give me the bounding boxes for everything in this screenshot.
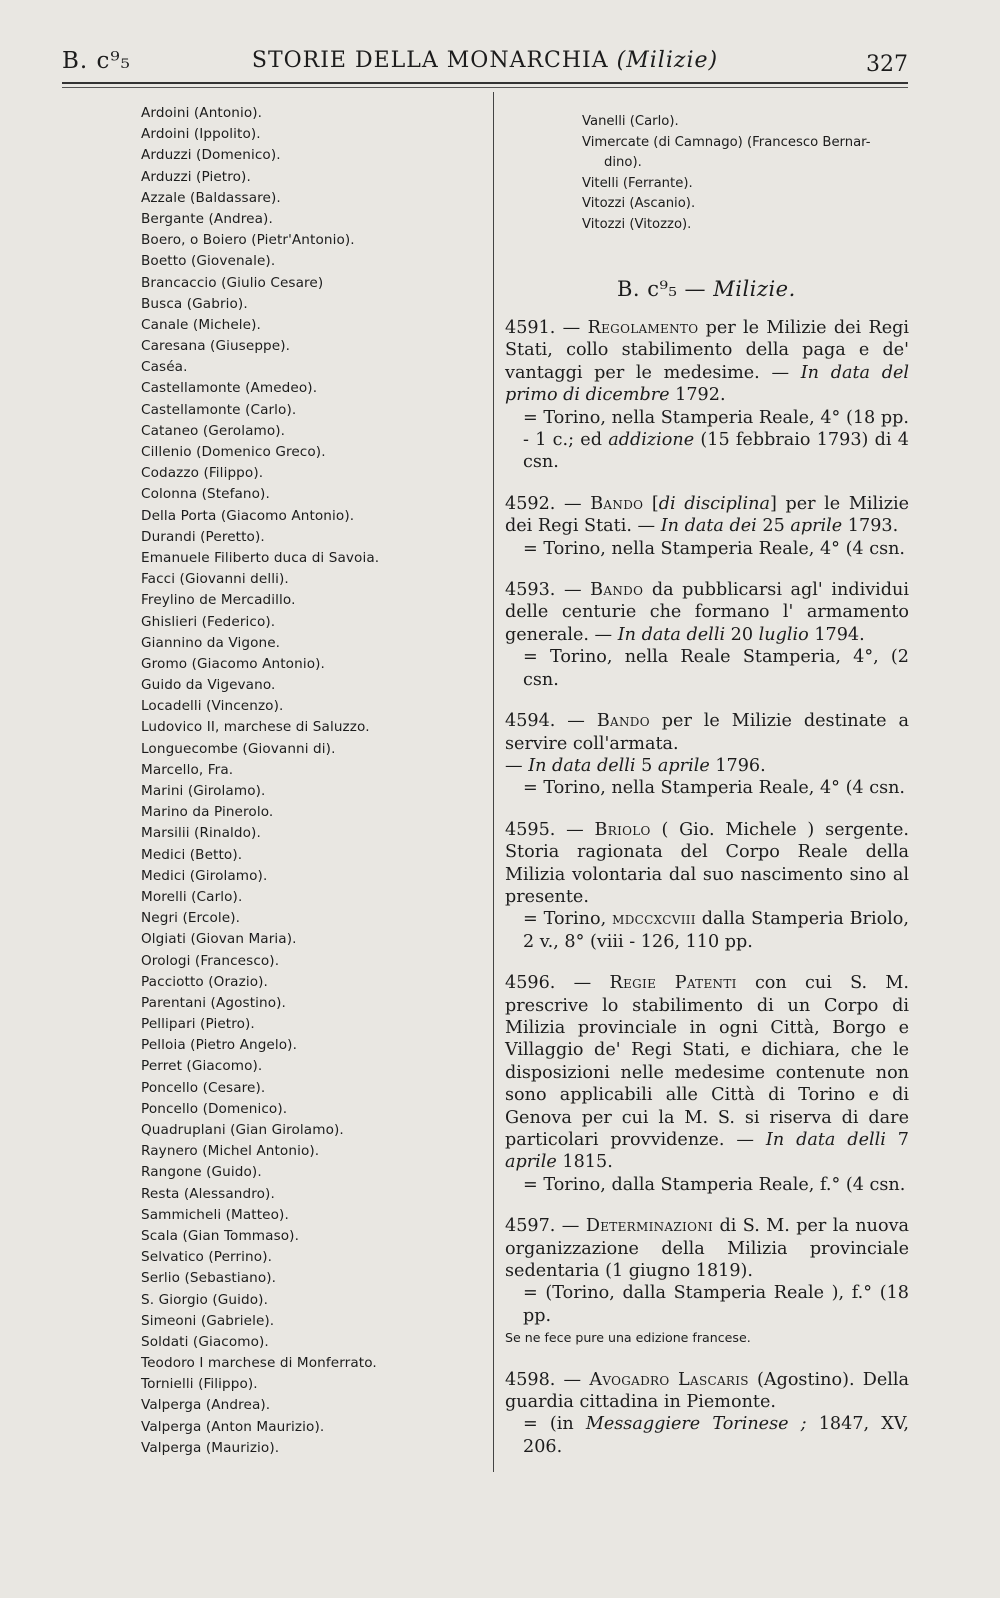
header-rule (62, 82, 908, 84)
list-item: Durandi (Peretto). (141, 528, 265, 545)
entry-4592: 4592. — Bando [di disciplina] per le Milizie dei Regi Stati. — In data dei 25 aprile 1793. = Torino, nella Stamperia Reale, 4° (4 csn. (505, 493, 910, 559)
list-item: Marino da Pinerolo. (141, 804, 274, 821)
list-item: Pellipari (Pietro). (141, 1016, 255, 1033)
list-item: Vitozzi (Ascanio). (582, 196, 696, 211)
list-item: Bergante (Andrea). (141, 210, 273, 227)
entry-4596: 4596. — Regie Patenti con cui S. M. prescrive lo stabilimento di un Corpo di Milizia provinciale in ogni Città, Borgo e Villaggio de' Regi Stati, e dichiara, che le disposizioni nelle medesime contenute non sono applicabili alle Città di Torino e di Genova per cui la M. S. si riserva di dare particolari provvidenze. — In data delli 7 aprile 1815. = Torino, dalla Stamperia Reale, f.° (4 csn. (505, 973, 909, 1195)
entry-4594: 4594. — Bando per le Milizie destinate a servire coll'armata. — In data delli 5 aprile 1796. = Torino, nella Stamperia Reale, 4° (4 csn. (505, 711, 909, 799)
list-item: Marcello, Fra. (141, 761, 234, 778)
list-item: Arduzzi (Pietro). (141, 168, 251, 185)
list-item: Serlio (Sebastiano). (141, 1270, 277, 1287)
list-item: Valperga (Maurizio). (141, 1439, 280, 1456)
list-item: Quadruplani (Gian Girolamo). (141, 1122, 344, 1138)
list-item: Boero, o Boiero (Pietr'Antonio). (141, 232, 355, 249)
list-item: Ardoini (Antonio). (141, 105, 263, 121)
list-item: Colonna (Stefano). (141, 486, 270, 503)
list-item: Resta (Alessandro). (141, 1185, 275, 1202)
list-item: Perret (Giacomo). (141, 1058, 263, 1075)
list-item: Olgiati (Giovan Maria). (141, 931, 297, 948)
list-item: Morelli (Carlo). (141, 888, 243, 905)
list-item: Valperga (Andrea). (141, 1397, 271, 1414)
list-item: Busca (Gabrio). (141, 295, 248, 312)
list-item: Castellamonte (Amedeo). (141, 380, 318, 397)
list-item: Gromo (Giacomo Antonio). (141, 655, 325, 672)
list-item: Selvatico (Perrino). (141, 1249, 273, 1266)
list-item: Rangone (Guido). (141, 1164, 262, 1181)
list-item: S. Giorgio (Guido). (141, 1291, 268, 1308)
list-item: Guido da Vigevano. (141, 677, 276, 694)
list-item: Valperga (Anton Maurizio). (141, 1418, 325, 1435)
list-item: dino). (604, 155, 642, 170)
entry-4591: 4591. — Regolamento per le Milizie dei Regi Stati, collo stabilimento della paga e de' vantaggi per le medesime. — In data del primo di dicembre 1792. = Torino, nella Stamperia Reale, 4° (18 pp. - 1 c.; ed addizione (15 febbraio 1793) di 4 csn. (505, 318, 910, 473)
name-list-right (582, 112, 912, 235)
list-item: Ardoini (Ippolito). (141, 126, 261, 143)
list-item: Raynero (Michel Antonio). (141, 1143, 320, 1160)
list-item: Tornielli (Filippo). (141, 1376, 258, 1393)
list-item: Boetto (Giovenale). (141, 253, 276, 270)
list-item: Vitozzi (Vitozzo). (582, 216, 692, 232)
list-item: Canale (Michele). (141, 316, 261, 333)
list-item: Medici (Girolamo). (141, 867, 268, 884)
list-item: Soldati (Giacomo). (141, 1333, 269, 1350)
list-item: Poncello (Domenico). (141, 1100, 288, 1117)
list-item: Parentani (Agostino). (141, 994, 286, 1011)
column-divider (493, 92, 494, 1472)
list-item: Vanelli (Carlo). (582, 114, 679, 129)
list-item: Locadelli (Vincenzo). (141, 698, 284, 715)
list-item: Orologi (Francesco). (141, 952, 280, 969)
entry-4598: 4598. — Avogadro Lascaris (Agostino). Della guardia cittadina in Piemonte. = (in Messaggiere Torinese ; 1847, XV, 206. (505, 1369, 909, 1457)
list-item: Vimercate (di Camnago) (Francesco Bernar- (582, 134, 871, 150)
list-item: Caresana (Giuseppe). (141, 338, 291, 355)
list-item: Pacciotto (Orazio). (141, 973, 268, 990)
list-item: Simeoni (Gabriele). (141, 1312, 275, 1329)
entry-4595: 4595. — Briolo ( Gio. Michele ) sergente. Storia ragionata del Corpo Reale della Milizia volontaria dal suo nascimento sino al presente. = Torino, mdccxcviii dalla Stamperia Briolo, 2 v., 8° (viii - 126, 110 pp. (505, 819, 909, 952)
section-title: B. c⁹₅ — Milizie. (617, 277, 796, 301)
list-item: Codazzo (Filippo). (141, 465, 264, 482)
list-item: Ludovico II, marchese di Saluzzo. (141, 719, 370, 736)
list-item: Ghislieri (Federico). (141, 613, 276, 630)
list-item: Medici (Betto). (141, 846, 243, 863)
list-item: Giannino da Vigone. (141, 634, 281, 651)
header-rule-thin (62, 87, 908, 88)
list-item: Pelloia (Pietro Angelo). (141, 1037, 297, 1054)
list-item: Vitelli (Ferrante). (582, 175, 693, 191)
name-list-left (141, 103, 481, 1459)
list-item: Teodoro I marchese di Monferrato. (141, 1355, 377, 1372)
section-mark: B. c⁹₅ (62, 48, 131, 74)
list-item: Azzale (Baldassare). (141, 189, 281, 206)
list-item: Freylino de Mercadillo. (141, 592, 296, 609)
list-item: Arduzzi (Domenico). (141, 147, 281, 164)
list-item: Sammicheli (Matteo). (141, 1206, 289, 1223)
bibliography-entries (505, 317, 909, 1477)
list-item: Cillenio (Domenico Greco). (141, 444, 326, 460)
list-item: Marsilii (Rinaldo). (141, 825, 261, 842)
running-header (62, 48, 908, 84)
list-item: Brancaccio (Giulio Cesare) (141, 274, 324, 291)
footnote: Se ne fece pure una edizione francese. (505, 1330, 751, 1346)
list-item: Scala (Gian Tommaso). (141, 1227, 299, 1244)
list-item: Facci (Giovanni delli). (141, 571, 289, 588)
page-number: 327 (866, 52, 908, 77)
running-title: STORIE DELLA MONARCHIA (Milizie) (251, 48, 719, 73)
list-item: Longuecombe (Giovanni di). (141, 740, 336, 757)
list-item: Poncello (Cesare). (141, 1079, 266, 1096)
list-item: Caséa. (141, 359, 188, 376)
list-item: Castellamonte (Carlo). (141, 401, 297, 418)
list-item: Marini (Girolamo). (141, 783, 266, 799)
list-item: Cataneo (Gerolamo). (141, 422, 286, 439)
list-item: Emanuele Filiberto duca di Savoia. (141, 549, 380, 566)
entry-4597: 4597. — Determinazioni di S. M. per la nuova organizzazione della Milizia provinciale sedentaria (1 giugno 1819). = (Torino, dalla Stamperia Reale ), f.° (18 pp. Se ne fece pure una edizione francese. (505, 1215, 909, 1349)
entry-4593: 4593. — Bando da pubblicarsi agl' individui delle centurie che formano l' armamento generale. — In data delli 20 luglio 1794. = Torino, nella Reale Stamperia, 4°, (2 csn. (505, 580, 909, 690)
list-item: Della Porta (Giacomo Antonio). (141, 507, 355, 524)
list-item: Negri (Ercole). (141, 910, 241, 927)
